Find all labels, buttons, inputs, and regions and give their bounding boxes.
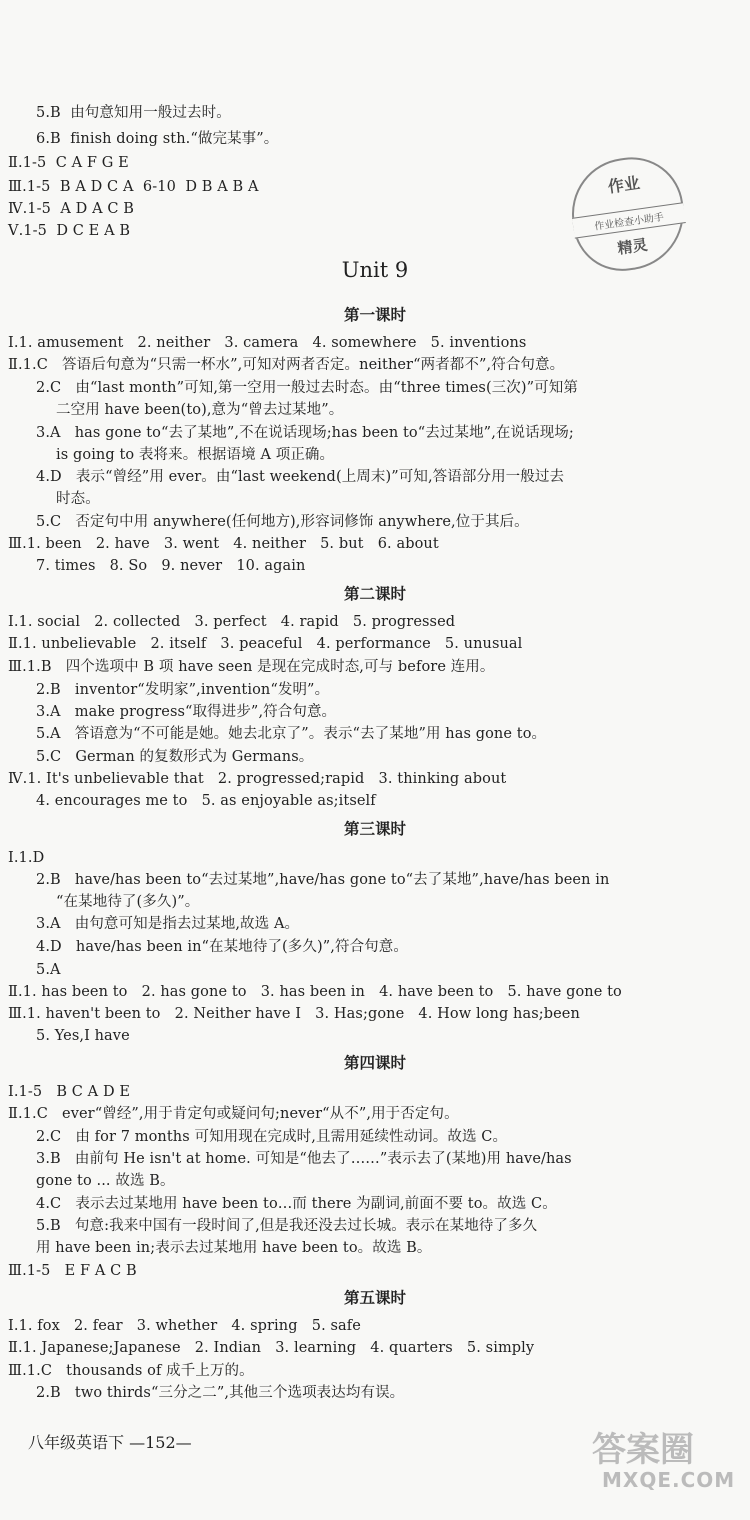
answer-line: Ⅰ.1. social 2. collected 3. perfect 4. rapid 5. progressed (8, 614, 456, 630)
answer-line: 3.B 由前句 He isn't at home. 可知是“他去了……”表示去了(某地)用 have/has (36, 1151, 572, 1167)
watermark-logo (592, 1422, 736, 1502)
answer-line: 6.B finish doing sth.“做完某事”。 (36, 131, 279, 147)
answer-line: 用 have been in;表示去过某地用 have been to。故选 B。 (36, 1240, 432, 1256)
answer-line: Ⅰ.1-5 B C A D E (8, 1084, 131, 1100)
answer-line: 5.B 由句意知用一般过去时。 (36, 105, 231, 121)
answer-line: 5.C German 的复数形式为 Germans。 (36, 749, 314, 765)
answer-line: Ⅳ.1-5 A D A C B (8, 201, 135, 217)
stamp-line-1: 作业 (606, 173, 642, 197)
answer-line: 4.C 表示去过某地用 have been to…而 there 为副词,前面不要 to。故选 C。 (36, 1196, 557, 1212)
answer-line: Ⅲ.1. haven't been to 2. Neither have I 3. Has;gone 4. How long has;been (8, 1006, 580, 1022)
answer-line: 5. Yes,I have (36, 1028, 130, 1044)
answer-line: Ⅲ.1. been 2. have 3. went 4. neither 5. but 6. about (8, 536, 439, 552)
stamp-line-2: 作业检查小助手 (572, 202, 686, 238)
answer-line: 时态。 (56, 491, 100, 507)
answer-line: 3.A 由句意可知是指去过某地,故选 A。 (36, 916, 300, 932)
answer-line: 7. times 8. So 9. never 10. again (36, 558, 306, 574)
answer-line: 二空用 have been(to),意为“曾去过某地”。 (56, 402, 344, 418)
answer-line: Ⅱ.1. unbelievable 2. itself 3. peaceful 4. performance 5. unusual (8, 636, 523, 652)
answer-line: Ⅱ.1.C 答语后句意为“只需一杯水”,可知对两者否定。neither“两者都不”,符合句意。 (8, 357, 565, 373)
answer-line: Ⅱ.1. Japanese;Japanese 2. Indian 3. learning 4. quarters 5. simply (8, 1340, 535, 1356)
page-footer: 八年级英语下 —152— (28, 1433, 192, 1452)
answer-line: 2.C 由“last month”可知,第一空用一般过去时态。由“three times(三次)”可知第 (36, 380, 578, 396)
watermark-line-1: 答案圈 (592, 1430, 694, 1470)
lesson-heading: 第五课时 (343, 1289, 406, 1307)
lesson-heading: 第二课时 (343, 585, 406, 603)
answer-line: is going to 表将来。根据语境 A 项正确。 (56, 447, 335, 463)
answer-line: 2.B two thirds“三分之二”,其他三个选项表达均有误。 (36, 1385, 405, 1401)
answer-line: Ⅰ.1. fox 2. fear 3. whether 4. spring 5. safe (8, 1318, 361, 1334)
answer-line: 2.B inventor“发明家”,invention“发明”。 (36, 682, 330, 698)
answer-line: Ⅱ.1. has been to 2. has gone to 3. has been in 4. have been to 5. have gone to (8, 984, 622, 1000)
lesson-heading: 第一课时 (343, 306, 406, 324)
answer-line: 5.C 否定句中用 anywhere(任何地方),形容词修饰 anywhere,位于其后。 (36, 514, 529, 530)
answer-line: 2.C 由 for 7 months 可知用现在完成时,且需用延续性动词。故选 C。 (36, 1129, 508, 1145)
stamp-line-3: 精灵 (616, 235, 649, 258)
top-scan-mark (300, 4, 450, 22)
answer-line: Ⅳ.1. It's unbelievable that 2. progressed;rapid 3. thinking about (8, 771, 507, 787)
answer-line: Ⅲ.1-5 E F A C B (8, 1263, 137, 1279)
answer-line: “在某地待了(多久)”。 (56, 894, 200, 910)
answer-line: 5.B 句意:我来中国有一段时间了,但是我还没去过长城。表示在某地待了多久 (36, 1218, 538, 1234)
answer-line: Ⅲ.1.C thousands of 成千上万的。 (8, 1363, 254, 1379)
lesson-heading: 第四课时 (343, 1054, 406, 1072)
answer-line: 4. encourages me to 5. as enjoyable as;itself (36, 793, 376, 809)
answer-line: Ⅰ.1. amusement 2. neither 3. camera 4. somewhere 5. inventions (8, 335, 527, 351)
answer-line: Ⅱ.1.C ever“曾经”,用于肯定句或疑问句;never“从不”,用于否定句。 (8, 1106, 459, 1122)
watermark-line-2: MXQE.COM (602, 1468, 736, 1492)
lesson-heading: 第三课时 (343, 820, 406, 838)
answer-line: Ⅲ.1.B 四个选项中 B 项 have seen 是现在完成时态,可与 before 连用。 (8, 659, 495, 675)
answer-line: Ⅴ.1-5 D C E A B (8, 223, 131, 239)
answer-line: 2.B have/has been to“去过某地”,have/has gone to“去了某地”,have/has been in (36, 872, 610, 888)
answer-line: 3.A make progress“取得进步”,符合句意。 (36, 704, 337, 720)
answer-line: Ⅲ.1-5 B A D C A 6-10 D B A B A (8, 179, 259, 195)
answer-line: 5.A (36, 962, 61, 978)
unit-title: Unit 9 (341, 258, 409, 282)
answer-line: 5.A 答语意为“不可能是她。她去北京了”。表示“去了某地”用 has gone to。 (36, 726, 547, 742)
answer-line: 4.D 表示“曾经”用 ever。由“last weekend(上周末)”可知,答语部分用一般过去 (36, 469, 565, 485)
answer-line: Ⅰ.1.D (8, 850, 45, 866)
answer-line: Ⅱ.1-5 C A F G E (8, 155, 129, 171)
answer-line: gone to ... 故选 B。 (36, 1173, 175, 1189)
answer-line: 3.A has gone to“去了某地”,不在说话现场;has been to“去过某地”,在说话现场; (36, 425, 574, 441)
answer-line: 4.D have/has been in“在某地待了(多久)”,符合句意。 (36, 939, 408, 955)
